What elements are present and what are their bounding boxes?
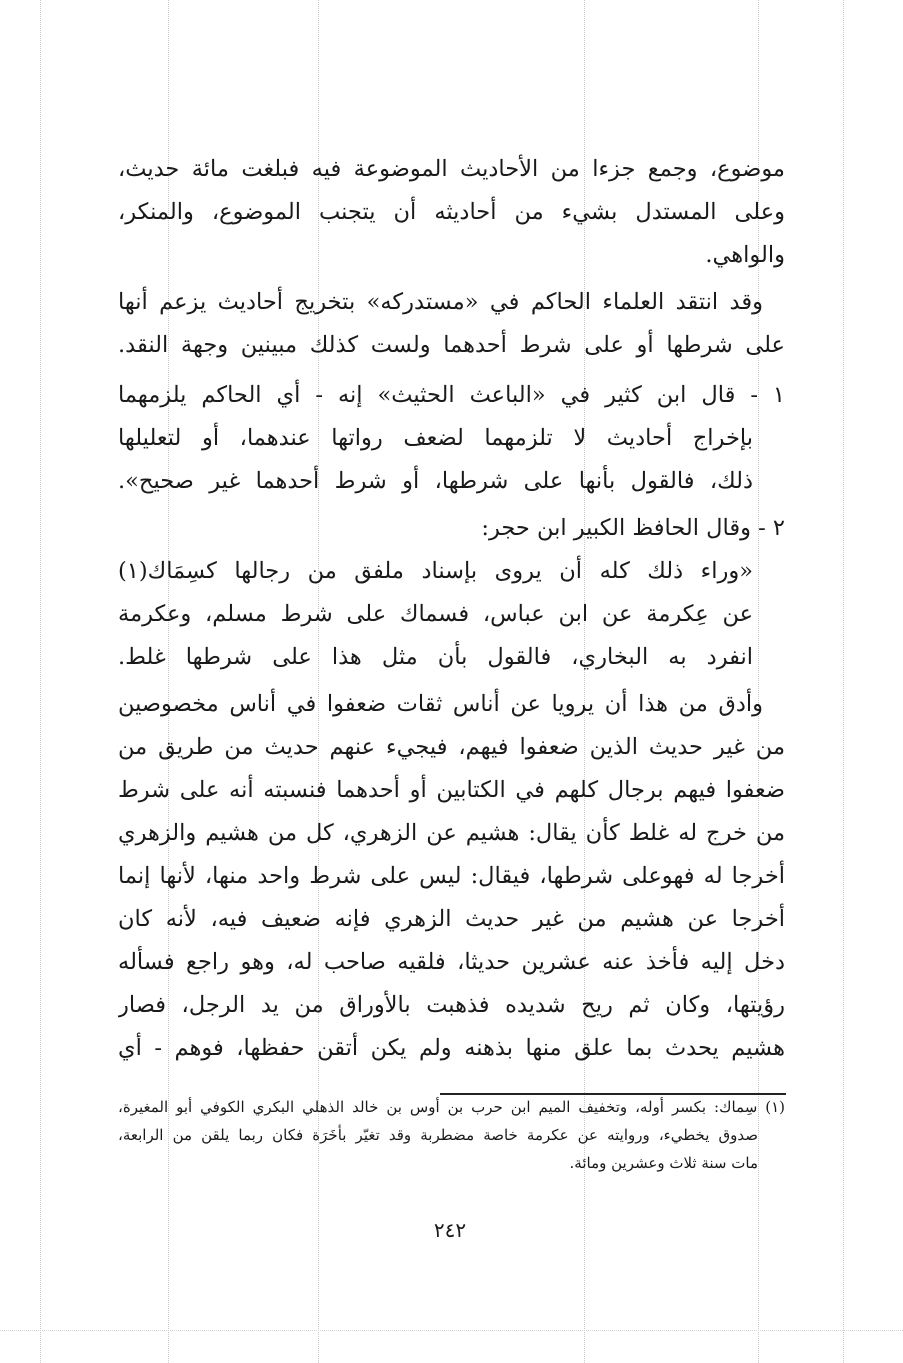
scan-guide-line [40,0,41,1363]
page-number: ٢٤٢ [433,1218,467,1242]
text-line: «وراء ذلك كله أن يروى بإسناد ملفق من رجالها كسِمَاك(١) [118,558,753,584]
scan-guide-line [0,1330,903,1331]
text-line: أخرجا عن هشيم من غير حديث الزهري فإنه ضعيف فيه، لأنه كان [118,906,785,932]
text-line: ١ - قال ابن كثير في «الباعث الحثيث» إنه - أي الحاكم يلزمهما [118,382,785,408]
text-line: وأدق من هذا أن يرويا عن أناس ثقات ضعفوا في أناس مخصوصين [118,691,763,717]
text-line: ذلك، فالقول بأنها على شرطها، أو شرط أحدهما غير صحيح». [118,468,753,494]
text-line: دخل إليه فأخذ عنه عشرين حديثا، فلقيه صاحب له، وهو راجع فسأله [118,949,785,975]
text-line: والواهي. [705,242,785,268]
text-line: بإخراج أحاديث لا تلزمهما لضعف رواتها عندهما، أو لتعليلها [118,425,753,451]
text-line: أخرجا له فهوعلى شرطها، فيقال: ليس على شرط واحد منها، لأنها إنما [118,863,785,889]
footnote-line: (١) سِماك: بكسر أوله، وتخفيف الميم ابن حرب بن أوس بن خالد الذهلي البكري الكوفي أبو المغيرة، [118,1098,785,1116]
scan-guide-line [843,0,844,1363]
text-line: ٢ - وقال الحافظ الكبير ابن حجر: [481,515,785,541]
footnote-line: صدوق يخطيء، وروايته عن عكرمة خاصة مضطربة وقد تغيّر بأخَرَة فكان ربما يلقن من الرابعة، [118,1126,758,1144]
footnote-line: مات سنة ثلاث وعشرين ومائة. [569,1154,758,1172]
text-line: وعلى المستدل بشيء من أحاديثه أن يتجنب الموضوع، والمنكر، [118,199,785,225]
text-line: على شرطها أو على شرط أحدهما ولست كذلك مبينين وجهة النقد. [118,332,785,358]
text-line: من غير حديث الذين ضعفوا فيهم، فيجيء عنهم حديث من طريق من [118,734,785,760]
text-line: انفرد به البخاري، فالقول بأن مثل هذا على شرطها غلط. [118,644,753,670]
text-line: موضوع، وجمع جزءا من الأحاديث الموضوعة فيه فبلغت مائة حديث، [118,156,785,182]
text-line: عن عِكرمة عن ابن عباس، فسماك على شرط مسلم، وعكرمة [118,601,753,627]
text-line: وقد انتقد العلماء الحاكم في «مستدركه» بتخريج أحاديث يزعم أنها [118,289,763,315]
text-line: رؤيتها، وكان ثم ريح شديده فذهبت بالأوراق من يد الرجل، فصار [118,992,785,1018]
text-line: هشيم يحدث بما علق منها بذهنه ولم يكن أتقن حفظها، فوهم - أي [118,1035,785,1061]
text-line: من خرج له غلط كأن يقال: هشيم عن الزهري، كل من هشيم والزهري [118,820,785,846]
text-line: ضعفوا فيهم برجال كلهم في الكتابين أو أحدهما فنسبته أنه على شرط [118,777,785,803]
